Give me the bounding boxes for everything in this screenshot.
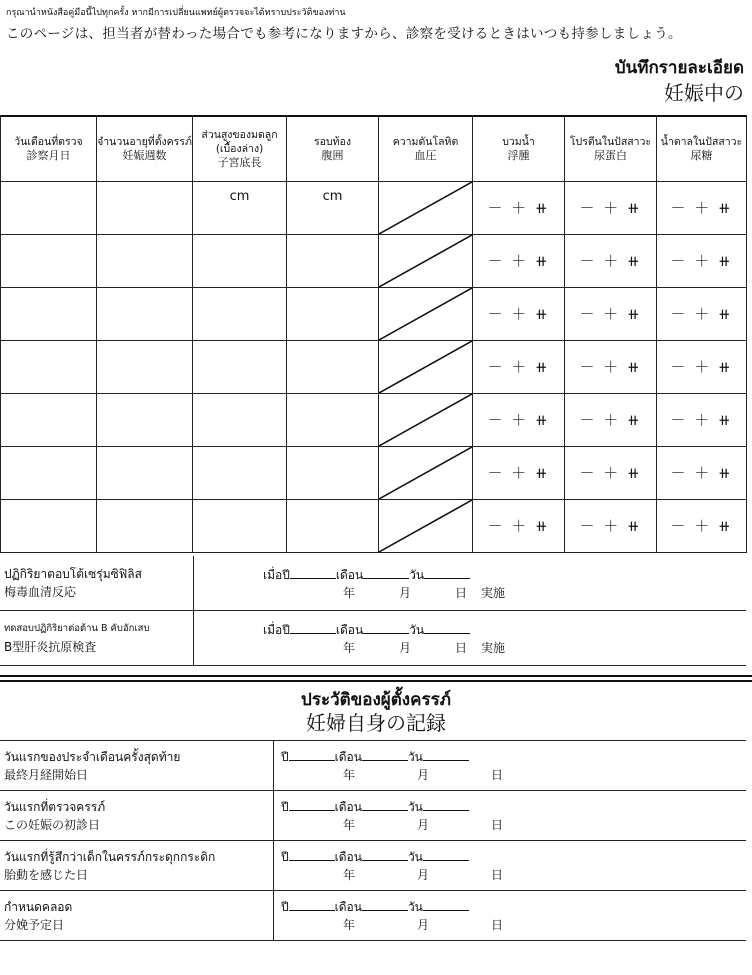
record-cell[interactable]: [97, 341, 193, 394]
blood-pressure-cell[interactable]: [379, 182, 473, 235]
date-unit-month_jp: 月: [417, 768, 430, 782]
date-unit-year_jp: 年: [343, 640, 356, 655]
blood-pressure-diagonal: [379, 235, 472, 287]
year-blank[interactable]: [289, 798, 335, 811]
record-cell[interactable]: [565, 288, 657, 341]
table-row: [1, 341, 747, 394]
day-label: วัน: [407, 850, 423, 864]
scale-symbols: － ＋ ⧺: [670, 252, 733, 270]
lab-row: [0, 556, 746, 611]
column-header: [287, 116, 379, 182]
blood-pressure-diagonal: [379, 500, 472, 552]
record-cell[interactable]: [565, 500, 657, 553]
record-cell[interactable]: [1, 288, 97, 341]
scale-symbols: － ＋ ⧺: [579, 305, 642, 323]
self-record-label: [0, 891, 274, 941]
date-thai-line: [275, 798, 745, 816]
self-record-label-thai: กำหนดคลอด: [4, 899, 73, 914]
column-header-japanese: 尿糖: [690, 149, 713, 162]
day-label: วัน: [409, 622, 425, 637]
column-header: [379, 116, 473, 182]
month-blank[interactable]: [362, 748, 408, 761]
lab-tests-section: [0, 556, 746, 666]
date-japanese-line: [195, 639, 745, 656]
date-unit-year_jp: 年: [343, 818, 356, 832]
scale-symbols: － ＋ ⧺: [579, 411, 642, 429]
self-record-label-thai: วันแรกที่ตรวจครรภ์: [4, 799, 106, 814]
date-unit-year_jp: 年: [343, 918, 356, 932]
date-unit-day_jp: 日: [491, 918, 504, 932]
record-cell[interactable]: [97, 447, 193, 500]
section-divider: [0, 680, 752, 682]
self-record-label: [0, 841, 274, 891]
record-cell[interactable]: [565, 394, 657, 447]
year-blank[interactable]: [289, 848, 335, 861]
self-date-field[interactable]: [274, 791, 747, 841]
scale-symbols: － ＋ ⧺: [487, 305, 550, 323]
month-blank[interactable]: [362, 848, 408, 861]
record-cell[interactable]: [565, 341, 657, 394]
scale-symbols: － ＋ ⧺: [487, 252, 550, 270]
record-cell[interactable]: [1, 394, 97, 447]
scale-symbols: － ＋ ⧺: [579, 199, 642, 217]
record-cell[interactable]: [97, 235, 193, 288]
date-unit-day_jp: 日: [455, 640, 468, 655]
month-label: เดือน: [335, 622, 364, 637]
record-cell[interactable]: [1, 500, 97, 553]
day-blank[interactable]: [423, 748, 469, 761]
scale-symbols: － ＋ ⧺: [670, 358, 733, 376]
scale-symbols: － ＋ ⧺: [487, 464, 550, 482]
history-title-thai: ประวัติของผู้ตั้งครรภ์: [301, 690, 451, 710]
blood-pressure-cell[interactable]: [379, 500, 473, 553]
day-label: วัน: [407, 750, 423, 764]
record-cell[interactable]: [287, 341, 379, 394]
self-record-label: [0, 791, 274, 841]
scale-symbols: － ＋ ⧺: [670, 517, 733, 535]
scale-symbols: － ＋ ⧺: [670, 464, 733, 482]
date-japanese-line: [275, 866, 745, 883]
record-cell[interactable]: [1, 341, 97, 394]
record-cell[interactable]: [287, 235, 379, 288]
record-cell[interactable]: [1, 447, 97, 500]
year-blank[interactable]: [290, 566, 336, 579]
date-unit-month_jp: 月: [399, 640, 412, 655]
column-header: [1, 116, 97, 182]
record-cell[interactable]: [287, 447, 379, 500]
table-row: [1, 288, 747, 341]
date-thai-line: [195, 566, 745, 584]
scale-symbols: － ＋ ⧺: [670, 411, 733, 429]
page-title-japanese: 妊娠中の: [664, 81, 744, 105]
record-cell[interactable]: [473, 500, 565, 553]
date-unit-year_jp: 年: [343, 868, 356, 882]
year-blank[interactable]: [290, 621, 336, 634]
month-blank[interactable]: [363, 621, 409, 634]
column-header-japanese: 診察月日: [26, 149, 71, 162]
scale-symbols: － ＋ ⧺: [487, 358, 550, 376]
month-label: เดือน: [334, 900, 362, 914]
record-cell[interactable]: [97, 182, 193, 235]
year-label: ปี: [281, 900, 289, 914]
column-header-thai: บวมน้ำ: [502, 136, 535, 148]
record-cell[interactable]: [565, 182, 657, 235]
date-unit-month_jp: 月: [417, 918, 430, 932]
date-unit-day_jp: 日: [491, 768, 504, 782]
date-unit-day_jp: 日: [491, 868, 504, 882]
blood-pressure-diagonal: [379, 447, 472, 499]
column-header: [97, 116, 193, 182]
table-header: [1, 116, 747, 182]
month-blank[interactable]: [363, 566, 409, 579]
scale-symbols: － ＋ ⧺: [487, 199, 550, 217]
table-row: [1, 235, 747, 288]
instruction-japanese: このページは、担当者が替わった場合でも参考になりますから、診察を受けるときはいつも持参しましょう。: [6, 26, 682, 42]
day-blank[interactable]: [423, 848, 469, 861]
record-cell[interactable]: [657, 447, 747, 500]
self-record-label-japanese: この妊娠の初診日: [4, 817, 101, 832]
self-record-row: [0, 891, 746, 941]
self-date-field[interactable]: [274, 741, 747, 791]
self-record-label-japanese: 胎動を感じた日: [4, 867, 89, 882]
record-cell[interactable]: [287, 500, 379, 553]
self-record-label-thai: วันแรกของประจำเดือนครั้งสุดท้าย: [4, 749, 181, 764]
blood-pressure-diagonal: [379, 182, 472, 234]
blood-pressure-diagonal: [379, 394, 472, 446]
date-thai-line: [195, 621, 745, 639]
blood-pressure-cell[interactable]: [379, 235, 473, 288]
column-header: [193, 116, 287, 182]
self-record-label-japanese: 分娩予定日: [4, 917, 65, 932]
blood-pressure-cell[interactable]: [379, 288, 473, 341]
record-cell[interactable]: [565, 447, 657, 500]
self-record-row: [0, 741, 746, 791]
date-japanese-line: [275, 916, 745, 933]
record-cell[interactable]: [193, 288, 287, 341]
column-header-japanese: 血圧: [414, 149, 437, 162]
scale-symbols: － ＋ ⧺: [670, 199, 733, 217]
month-label: เดือน: [334, 800, 362, 814]
scale-symbols: － ＋ ⧺: [487, 411, 550, 429]
record-cell[interactable]: [473, 341, 565, 394]
date-unit-month_jp: 月: [399, 585, 412, 600]
record-cell[interactable]: [287, 288, 379, 341]
record-cell[interactable]: [473, 288, 565, 341]
table-row: [1, 394, 747, 447]
column-header-thai: ความดันโลหิต: [392, 136, 459, 148]
year-label: ปี: [281, 750, 289, 764]
date-unit-month_jp: 月: [417, 818, 430, 832]
scale-symbols: － ＋ ⧺: [487, 517, 550, 535]
lab-label-japanese: B型肝炎抗原検査: [4, 640, 97, 654]
date-unit-done_jp: 実施: [481, 585, 506, 600]
scale-symbols: － ＋ ⧺: [579, 252, 642, 270]
history-title-japanese: 妊婦自身の記録: [306, 711, 446, 735]
column-header-japanese: 妊娠週数: [122, 149, 167, 162]
lab-label: [0, 556, 194, 611]
when-label: เมื่อปี: [263, 567, 290, 582]
lab-label: [0, 611, 194, 666]
scale-symbols: － ＋ ⧺: [579, 517, 642, 535]
self-date-field[interactable]: [274, 891, 747, 941]
lab-row: [0, 611, 746, 666]
record-cell[interactable]: [193, 500, 287, 553]
date-japanese-line: [275, 766, 745, 783]
lab-date-field[interactable]: [194, 611, 747, 666]
self-record-label-japanese: 最終月経開始日: [4, 767, 89, 782]
year-label: ปี: [281, 850, 289, 864]
lab-label-thai: ปฏิกิริยาตอบโต้เซรุ่มซิฟิลิส: [4, 567, 142, 581]
record-cell[interactable]: [193, 182, 287, 235]
blood-pressure-cell[interactable]: [379, 394, 473, 447]
table-row: [1, 447, 747, 500]
day-blank[interactable]: [424, 566, 470, 579]
date-unit-done_jp: 実施: [481, 640, 506, 655]
record-cell[interactable]: [193, 235, 287, 288]
blood-pressure-diagonal: [379, 341, 472, 393]
month-label: เดือน: [334, 850, 362, 864]
record-cell[interactable]: [657, 500, 747, 553]
month-label: เดือน: [334, 750, 362, 764]
unit-cm-label: cm: [322, 189, 343, 204]
date-thai-line: [275, 748, 745, 766]
column-header-thai: จำนวนอายุที่ตั้งครรภ์: [97, 136, 192, 148]
blood-pressure-diagonal: [379, 288, 472, 340]
record-cell[interactable]: [97, 288, 193, 341]
column-header-thai: โปรตีนในปัสสาวะ: [569, 136, 652, 148]
year-label: ปี: [281, 800, 289, 814]
lab-label-japanese: 梅毒血清反応: [4, 585, 77, 599]
scale-symbols: － ＋ ⧺: [670, 305, 733, 323]
day-blank[interactable]: [423, 898, 469, 911]
column-header-thai: รอบท้อง: [314, 136, 351, 148]
record-cell[interactable]: [1, 182, 97, 235]
section-divider: [0, 675, 752, 677]
record-cell[interactable]: [657, 182, 747, 235]
blood-pressure-cell[interactable]: [379, 447, 473, 500]
record-cell[interactable]: [657, 235, 747, 288]
when-label: เมื่อปี: [263, 622, 290, 637]
scale-symbols: － ＋ ⧺: [579, 358, 642, 376]
date-thai-line: [275, 898, 745, 916]
scale-symbols: － ＋ ⧺: [579, 464, 642, 482]
column-header: [473, 116, 565, 182]
month-blank[interactable]: [362, 798, 408, 811]
table-row: [1, 500, 747, 553]
column-header-thai: วันเดือนที่ตรวจ: [14, 136, 83, 148]
record-cell[interactable]: [287, 394, 379, 447]
column-header: [565, 116, 657, 182]
prenatal-record-table: [0, 115, 746, 553]
record-cell[interactable]: [473, 182, 565, 235]
record-cell[interactable]: [97, 500, 193, 553]
self-record-label-thai: วันแรกที่รู้สึกว่าเด็กในครรภ์กระดุกกระดิก: [4, 849, 216, 864]
column-header: [657, 116, 747, 182]
record-cell[interactable]: [473, 447, 565, 500]
month-label: เดือน: [335, 567, 364, 582]
self-record-label: [0, 741, 274, 791]
date-japanese-line: [195, 584, 745, 601]
blood-pressure-cell[interactable]: [379, 341, 473, 394]
day-blank[interactable]: [423, 798, 469, 811]
record-cell[interactable]: [473, 394, 565, 447]
column-header-thai: ส่วนสูงของมดลูก (เบื้องล่าง): [201, 129, 278, 155]
date-thai-line: [275, 848, 745, 866]
year-blank[interactable]: [289, 898, 335, 911]
record-cell[interactable]: [657, 341, 747, 394]
date-unit-year_jp: 年: [343, 768, 356, 782]
column-header-japanese: 腹囲: [321, 149, 344, 162]
self-date-field[interactable]: [274, 841, 747, 891]
table-row: [1, 182, 747, 235]
date-japanese-line: [275, 816, 745, 833]
lab-label-thai: ทดสอบปฏิกิริยาต่อต้าน B คับอักเสบ: [4, 623, 150, 634]
date-unit-day_jp: 日: [491, 818, 504, 832]
date-unit-month_jp: 月: [417, 868, 430, 882]
unit-cm-label: cm: [229, 189, 250, 204]
day-label: วัน: [407, 800, 423, 814]
record-cell[interactable]: [657, 288, 747, 341]
self-record-row: [0, 791, 746, 841]
self-record-row: [0, 841, 746, 891]
record-cell[interactable]: [193, 394, 287, 447]
date-unit-day_jp: 日: [455, 585, 468, 600]
month-blank[interactable]: [362, 898, 408, 911]
column-header-japanese: 浮腫: [507, 149, 530, 162]
day-label: วัน: [407, 900, 423, 914]
instruction-thai: กรุณานำหนังสือคู่มือนี้ไปทุกครั้ง หากมีการเปลี่ยนแพทย์ผู้ตรวจจะได้ทราบประวัติของท่าน: [6, 8, 346, 18]
record-cell[interactable]: [657, 394, 747, 447]
year-blank[interactable]: [289, 748, 335, 761]
record-cell[interactable]: [1, 235, 97, 288]
record-cell[interactable]: [97, 394, 193, 447]
day-blank[interactable]: [424, 621, 470, 634]
column-header-thai: น้ำตาลในปัสสาวะ: [660, 136, 743, 148]
record-cell[interactable]: [193, 341, 287, 394]
record-cell[interactable]: [193, 447, 287, 500]
column-header-japanese: 子宮底長: [217, 156, 262, 169]
column-header-japanese: 尿蛋白: [594, 149, 627, 162]
lab-date-field[interactable]: [194, 556, 747, 611]
page-title-thai: บันทึกรายละเอียด: [614, 58, 744, 78]
record-cell[interactable]: [473, 235, 565, 288]
day-label: วัน: [409, 567, 425, 582]
record-cell[interactable]: [287, 182, 379, 235]
self-record-section: [0, 740, 746, 941]
record-cell[interactable]: [565, 235, 657, 288]
date-unit-year_jp: 年: [343, 585, 356, 600]
